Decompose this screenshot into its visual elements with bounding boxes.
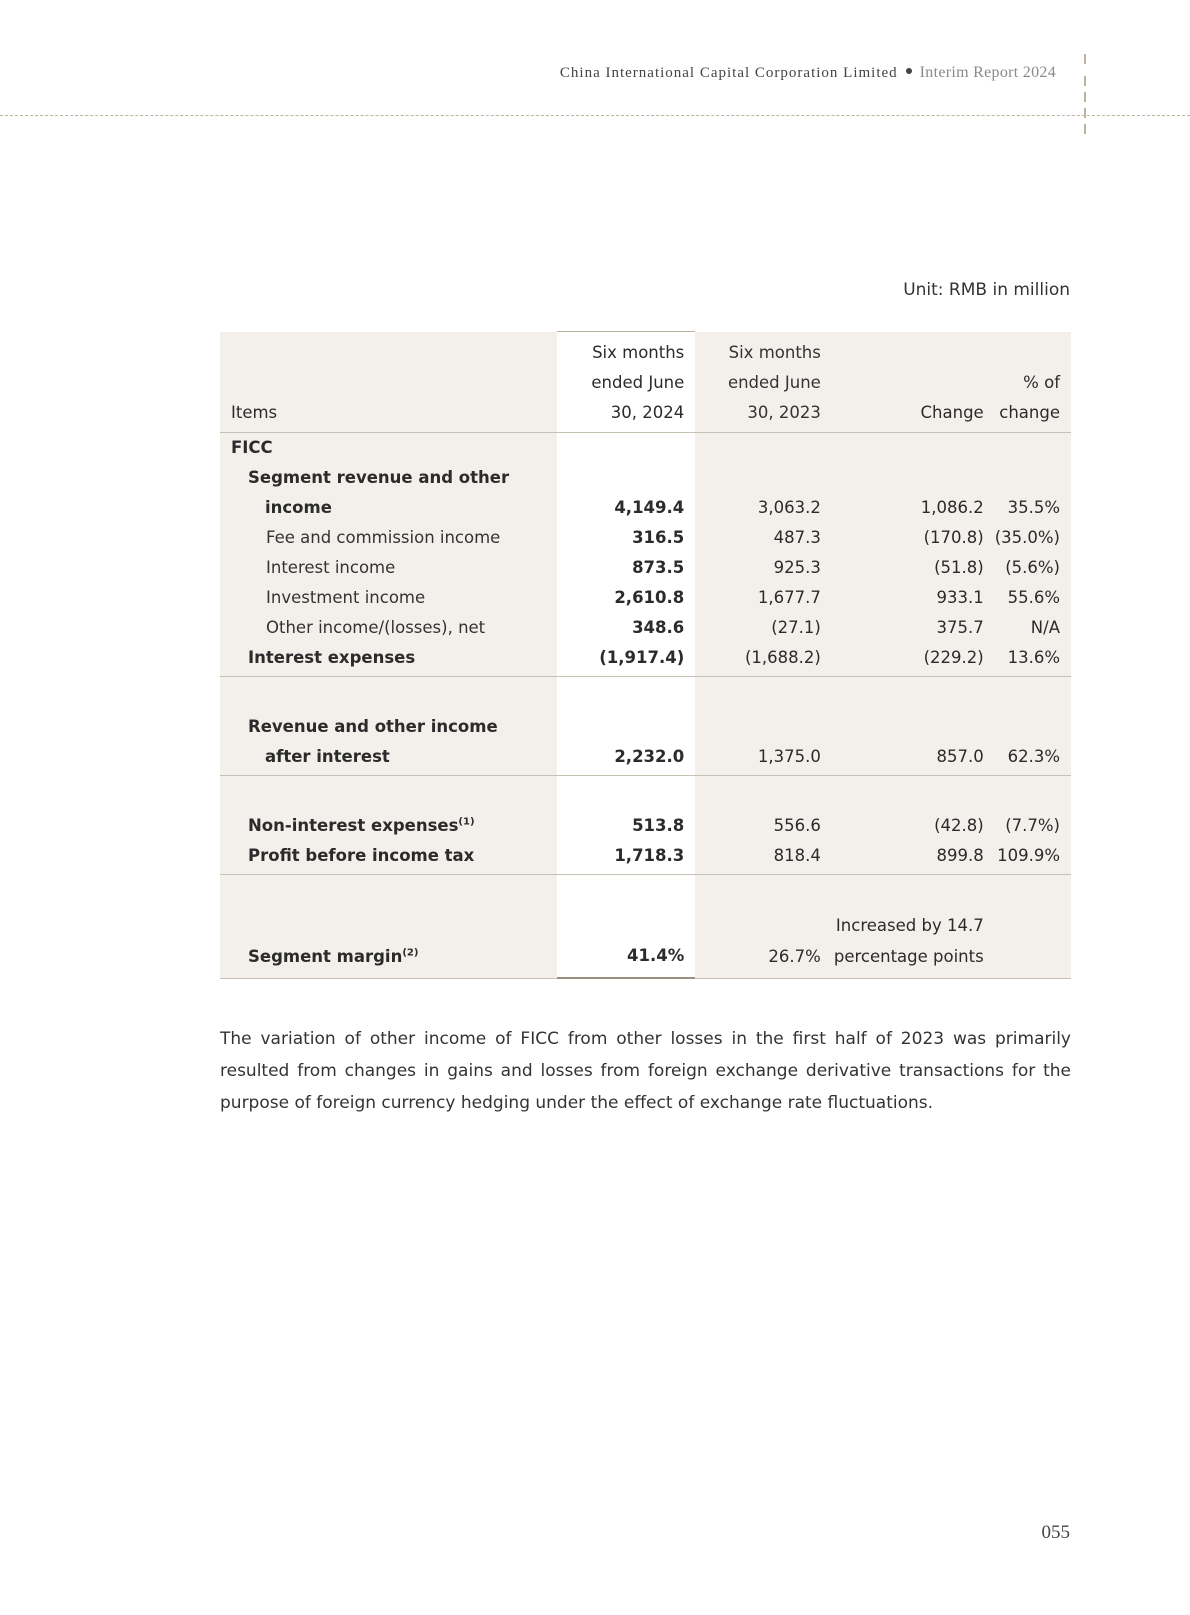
table-row: Revenue and other income (220, 712, 1071, 742)
header-report: Interim Report 2024 (919, 64, 1056, 81)
table-spacer (220, 677, 1071, 713)
crop-mark (1084, 92, 1086, 102)
header-previous-period: Six months ended June 30, 2023 (695, 332, 832, 433)
table-row: Segment revenue and other (220, 463, 1071, 493)
page-number: 055 (1041, 1522, 1070, 1543)
table-row: Profit before income tax 1,718.3 818.4 899.8 109.9% (220, 841, 1071, 875)
table-spacer (220, 875, 1071, 912)
bullet-dot-icon (906, 68, 912, 74)
table-row: Other income/(losses), net 348.6 (27.1) 375.7 N/A (220, 613, 1071, 643)
table-row: FICC (220, 433, 1071, 464)
running-header (560, 64, 1056, 82)
table-row: Fee and commission income 316.5 487.3 (170.8) (35.0%) (220, 523, 1071, 553)
table-row: Non-interest expenses$^{(1)}$ 513.8 556.6 (42.8) (7.7%) (220, 811, 1071, 841)
table-row: Investment income 2,610.8 1,677.7 933.1 55.6% (220, 583, 1071, 613)
header-items: Items (220, 332, 557, 433)
unit-label: Unit: RMB in million (903, 280, 1070, 300)
table-row: Interest expenses (1,917.4) (1,688.2) (229.2) 13.6% (220, 643, 1071, 677)
table-row: after interest 2,232.0 1,375.0 857.0 62.3% (220, 742, 1071, 776)
crop-mark (1084, 54, 1086, 64)
crop-mark (1084, 124, 1086, 134)
header-current-period: Six months ended June 30, 2024 (557, 332, 695, 433)
crop-mark (1084, 108, 1086, 118)
table-row: Segment margin$^{(2)}$ 41.4% 26.7% percentage points (220, 941, 1071, 978)
table-spacer (220, 776, 1071, 812)
header-change: Change (832, 332, 995, 433)
header-divider (0, 115, 1190, 116)
ficc-segment-table (220, 331, 1071, 979)
table-row: income 4,149.4 3,063.2 1,086.2 35.5% (220, 493, 1071, 523)
header-pct-change: % of change (995, 332, 1071, 433)
header-company: China International Capital Corporation Limited (559, 65, 898, 81)
table-header-row (220, 332, 1071, 433)
table-row: Increased by 14.7 (220, 911, 1071, 941)
table-row: Interest income 873.5 925.3 (51.8) (5.6%) (220, 553, 1071, 583)
crop-mark (1084, 76, 1086, 86)
explanatory-paragraph: The variation of other income of FICC from other losses in the first half of 2023 was primarily resulted from changes in gains and losses from foreign exchange derivative transactions for the purpose of foreign currency hedging under the effect of exchange rate fluctuations. (220, 1029, 1071, 1113)
